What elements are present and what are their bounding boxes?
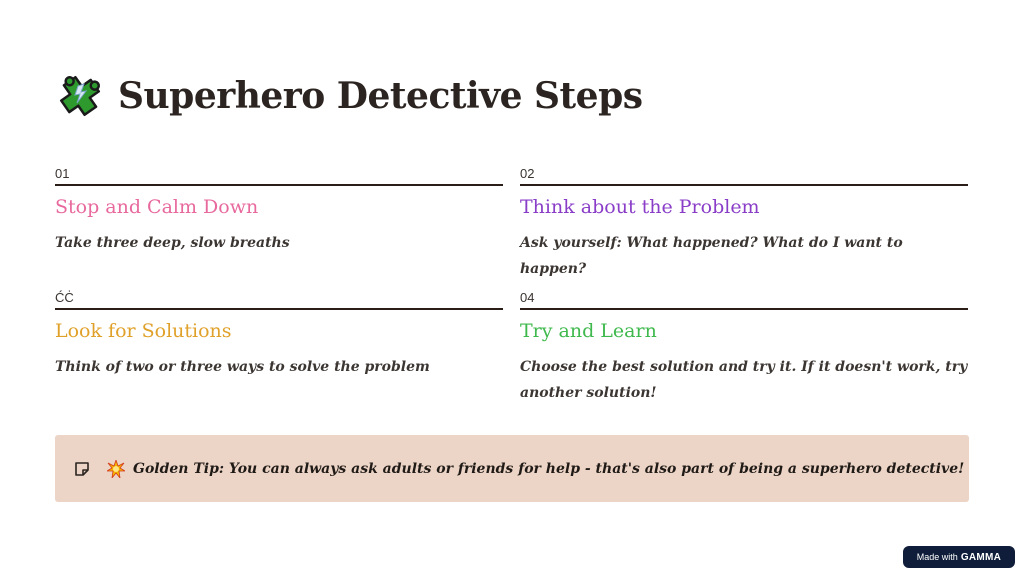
step-2 (520, 166, 968, 282)
badge-brand: GAMMA (960, 551, 1002, 563)
step-number: 02 (520, 166, 968, 186)
step-description: Think of two or three ways to solve the problem (55, 359, 430, 375)
step-description: Ask yourself: What happened? What do I want to happen? (520, 235, 903, 277)
step-4 (520, 290, 968, 406)
sticky-note-icon (73, 460, 91, 478)
step-3 (55, 290, 503, 380)
step-number: 01 (55, 166, 503, 186)
puzzle-piece-icon (56, 72, 104, 120)
step-description: Choose the best solution and try it. If it doesn't work, try another solution! (520, 359, 968, 401)
step-number: 04 (520, 290, 968, 310)
golden-tip-callout (55, 435, 969, 502)
step-title: Think about the Problem (520, 196, 760, 218)
title-row (56, 72, 643, 120)
step-title: Stop and Calm Down (55, 196, 259, 218)
step-1 (55, 166, 503, 256)
step-title: Look for Solutions (55, 320, 232, 342)
tip-text: Golden Tip: You can always ask adults or friends for help - that's also part of being a superhero detective! (133, 460, 965, 477)
step-number: ĆĊ (55, 290, 503, 310)
collision-star-icon (107, 460, 125, 478)
page-title: Superhero Detective Steps (118, 75, 643, 117)
step-description: Take three deep, slow breaths (55, 235, 290, 251)
step-title: Try and Learn (520, 320, 657, 342)
made-with-gamma-badge[interactable] (903, 546, 1015, 568)
badge-prefix: Made with (916, 552, 958, 562)
